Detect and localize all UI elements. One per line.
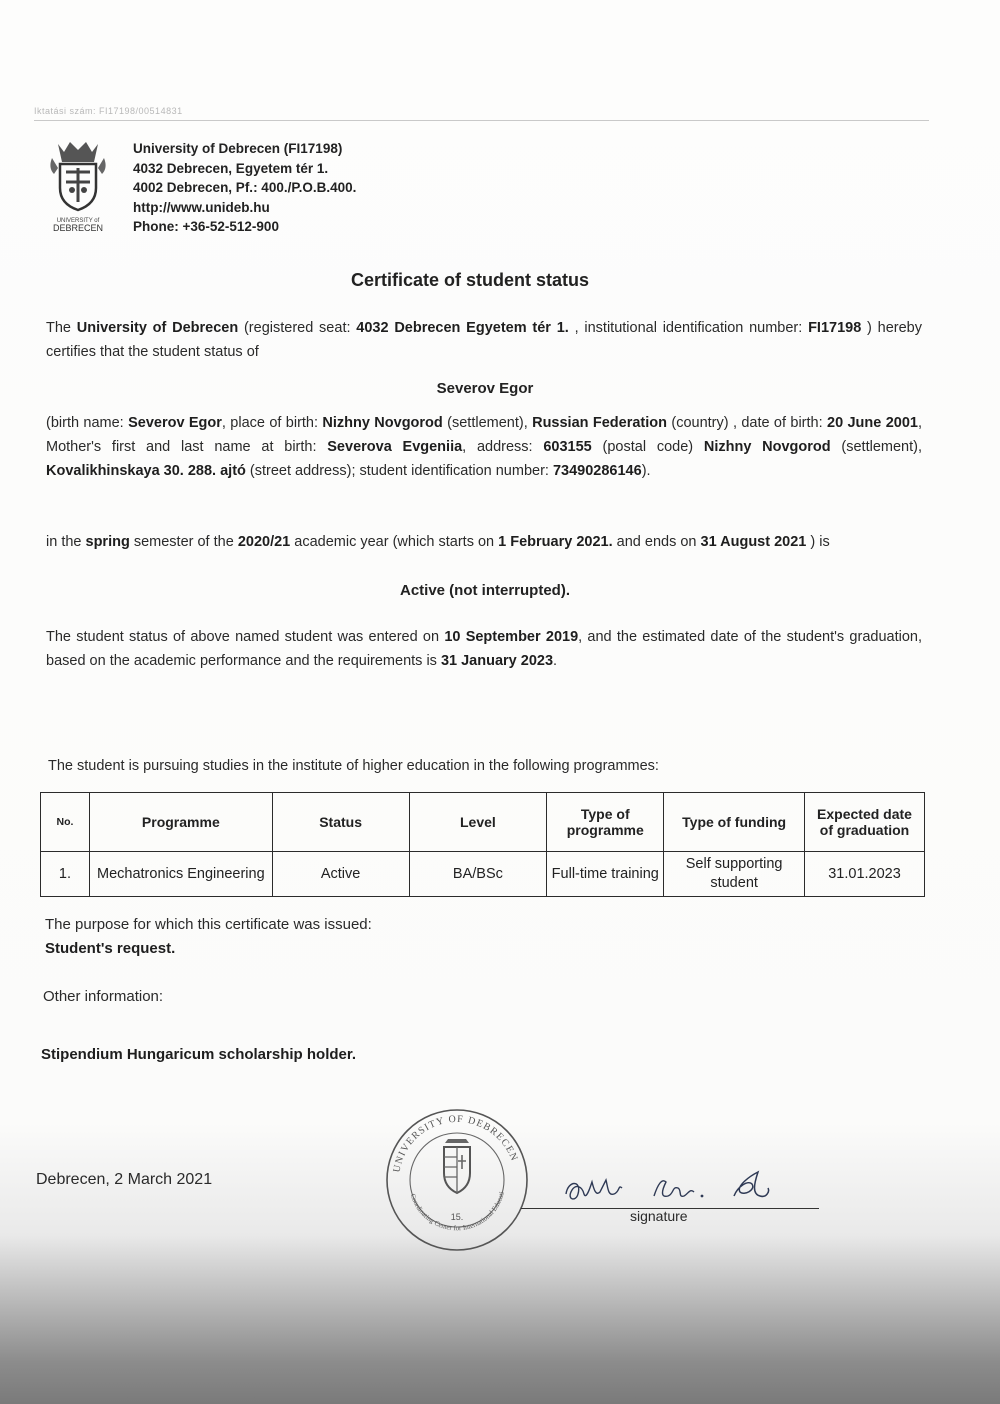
semester-end-date: 31 August 2021 xyxy=(700,534,807,550)
issuer-address-1: 4032 Debrecen, Egyetem tér 1. xyxy=(133,160,329,176)
seal-number: 15. xyxy=(450,1212,464,1222)
table-row xyxy=(41,852,925,897)
intro-institution-id: FI17198 xyxy=(808,320,862,336)
issuer-website: http://www.unideb.hu xyxy=(133,199,270,215)
header-level: Level xyxy=(409,793,547,852)
semester-paragraph xyxy=(46,530,922,554)
details-street-address: Kovalikhinskaya 30. 288. ajtó xyxy=(46,463,246,479)
university-crest-logo xyxy=(44,138,112,232)
header-no: No. xyxy=(41,793,90,852)
details-text-7: (postal code) xyxy=(591,439,704,455)
semester-academic-year: 2020/21 xyxy=(237,534,291,550)
svg-text:UNIVERSITY OF DEBRECEN xyxy=(391,1114,519,1173)
student-details-paragraph xyxy=(46,411,922,483)
semester-text-1: in the xyxy=(46,534,86,550)
entry-paragraph xyxy=(46,625,922,673)
cell-no: 1. xyxy=(41,852,90,897)
programmes-table xyxy=(40,792,925,897)
issuer-name: University of Debrecen (FI17198) xyxy=(133,141,343,156)
graduation-estimate: 31 January 2023 xyxy=(440,653,554,669)
other-info-value: Stipendium Hungaricum scholarship holder. xyxy=(41,1046,357,1063)
cell-type-of-programme: Full-time training xyxy=(547,852,664,897)
cell-status: Active xyxy=(272,852,409,897)
place-and-date: Debrecen, 2 March 2021 xyxy=(36,1171,213,1188)
student-name: Severov Egor xyxy=(436,380,534,397)
header-type-of-funding: Type of funding xyxy=(664,793,805,852)
intro-university: University of Debrecen xyxy=(76,320,239,336)
details-mother-name: Severova Evgeniia xyxy=(327,439,463,455)
issuer-address-2: 4002 Debrecen, Pf.: 400./P.O.B.400. xyxy=(133,180,357,195)
semester-start-date: 1 February 2021. xyxy=(498,534,613,550)
official-seal-stamp xyxy=(382,1107,532,1253)
cell-type-of-funding: Self supporting student xyxy=(664,852,805,897)
header-programme: Programme xyxy=(89,793,272,852)
semester-text-3: academic year (which starts on xyxy=(290,534,499,550)
details-text-1: (birth name: xyxy=(46,415,129,431)
header-expected-graduation: Expected date of graduation xyxy=(805,793,925,852)
other-info-label: Other information: xyxy=(43,988,164,1005)
handwritten-signature xyxy=(562,1166,774,1210)
details-text-5: , Mother's first and last name at birth: xyxy=(46,415,922,455)
details-birth-date: 20 June 2001 xyxy=(827,415,918,431)
intro-seat: 4032 Debrecen Egyetem tér 1. xyxy=(356,320,569,336)
header-divider xyxy=(34,120,929,121)
header-type-of-programme: Type of programme xyxy=(547,793,664,852)
details-birth-place: Nizhny Novgorod xyxy=(322,415,443,431)
entry-text-3: . xyxy=(553,653,558,669)
intro-text-3: , institutional identification number: xyxy=(568,320,809,336)
details-text-10: ). xyxy=(641,463,651,479)
cell-programme: Mechatronics Engineering xyxy=(89,852,272,897)
programmes-intro: The student is pursuing studies in the institute of higher education in the following programmes: xyxy=(48,758,659,774)
details-text-9: (street address); student identification number: xyxy=(245,463,553,479)
entry-text-2: , and the estimated date of the student's graduation, based on the academic performance and the requirements is xyxy=(46,629,922,669)
details-student-id: 73490286146 xyxy=(552,463,642,479)
details-settlement: Nizhny Novgorod xyxy=(703,439,831,455)
purpose-label: The purpose for which this certificate was issued: xyxy=(45,916,372,933)
semester-season: spring xyxy=(85,534,130,550)
purpose-value: Student's request. xyxy=(45,940,176,957)
intro-paragraph xyxy=(46,316,922,364)
intro-text-1: The xyxy=(46,320,77,336)
table-header-row xyxy=(41,793,925,852)
entry-text-1: The student status of above named student was entered on xyxy=(46,629,445,645)
hungarian-coat-of-arms-icon xyxy=(444,1139,470,1193)
entry-date: 10 September 2019 xyxy=(444,629,579,645)
semester-text-4: and ends on xyxy=(612,534,701,550)
cell-expected-graduation: 31.01.2023 xyxy=(805,852,925,897)
issuer-phone: Phone: +36-52-512-900 xyxy=(133,219,279,234)
logo-text-line1: UNIVERSITY of xyxy=(56,218,100,224)
cell-level: BA/BSc xyxy=(409,852,547,897)
semester-text-2: semester of the xyxy=(129,534,238,550)
document-title: Certificate of student status xyxy=(350,270,590,290)
intro-text-2: (registered seat: xyxy=(238,320,357,336)
intro-text-4: ) hereby certifies that the student status of xyxy=(46,320,922,360)
reference-number: Iktatási szám: FI17198/00514831 xyxy=(34,106,183,116)
status-statement: Active (not interrupted). xyxy=(399,582,570,599)
details-birth-name: Severov Egor xyxy=(128,415,222,431)
seal-outer-text: UNIVERSITY OF DEBRECEN xyxy=(391,1113,520,1174)
details-text-8: (settlement), xyxy=(830,439,922,455)
details-country: Russian Federation xyxy=(532,415,667,431)
seal-inner-text: Coordinating Center for International Educati xyxy=(408,1190,506,1233)
signature-label: signature xyxy=(630,1208,688,1224)
details-text-3: (settlement), xyxy=(442,415,533,431)
issuer-info-block xyxy=(133,139,356,237)
details-postal-code: 603155 xyxy=(543,439,592,455)
header-status: Status xyxy=(272,793,409,852)
details-text-2: , place of birth: xyxy=(221,415,323,431)
semester-text-5: ) is xyxy=(806,534,830,550)
details-text-4: (country) , date of birth: xyxy=(667,415,827,431)
logo-text-line2: DEBRECEN xyxy=(52,223,104,232)
details-text-6: , address: xyxy=(462,439,544,455)
